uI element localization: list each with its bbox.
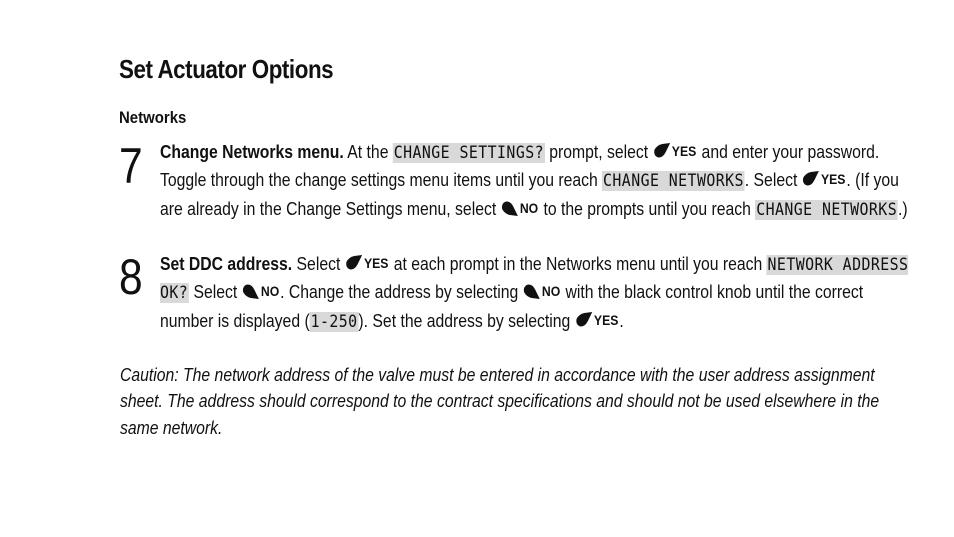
yes-key-icon: YES [653,138,696,164]
step-7-text: Change Networks menu. At the CHANGE SETTINGS? prompt, select YES and enter your password. Toggle through the change settings menu items until you reach CHANGE NETWORKS. Select YES . (If you are already in the Change Settings menu, select NO to the prompts until you reach CHANGE NETWORKS.) [160,138,920,223]
lcd-text: CHANGE NETWORKS [603,171,744,192]
page-title: Set Actuator Options [119,54,334,84]
yes-key-icon: YES [576,307,619,333]
section-heading: Networks [119,108,187,127]
caution-note: Caution: The network address of the valve must be entered in accordance with the user address assignment sheet. The address should correspond to the contract specifications and should not be used elsewhere in the same network. [120,365,880,438]
lcd-text: 1-250 [310,311,358,332]
step-8-lead: Set DDC address. [160,254,293,275]
step-number-8: 8 [119,249,143,305]
lcd-text: NETWORK ADDRESS OK? [160,255,909,304]
no-key-icon: NO [242,278,279,304]
step-number-7: 7 [119,138,143,194]
lcd-text: CHANGE NETWORKS [756,199,898,220]
no-key-icon: NO [501,195,538,221]
lcd-text: CHANGE SETTINGS? [393,143,545,164]
yes-key-icon: YES [346,250,389,276]
step-8-text: Set DDC address. Select YES at each prompt in the Networks menu until you reach NETWORK ADDRESS OK? Select NO . Change the address by selecting NO with the black control knob until the correct number is displayed (1-250). Set the address by selecting YES . [160,250,920,335]
no-key-icon: NO [523,278,560,304]
yes-key-icon: YES [803,166,846,192]
step-7-lead: Change Networks menu. [160,142,344,163]
